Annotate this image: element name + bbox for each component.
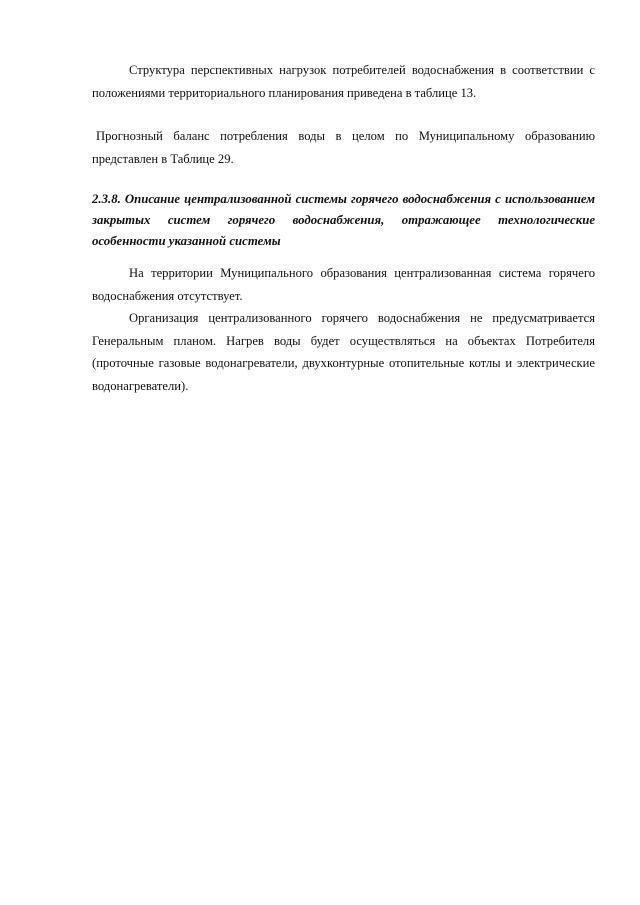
section-heading: 2.3.8. Описание централизованной системы горячего водоснабжения с использованием закрытых систем горячего водоснабжения, отражающее технологические особенности указанной системы bbox=[92, 192, 595, 248]
paragraph-organization: Организация централизованного горячего водоснабжения не предусматривается Генеральным планом. Нагрев воды будет осуществляться на объектах Потребителя (проточные газовые водонагреватели, двухконтурные отопительные котлы и электрические водонагреватели). bbox=[92, 311, 595, 393]
paragraph-territory: На территории Муниципального образования централизованная система горячего водоснабжения отсутствует. bbox=[92, 266, 595, 303]
paragraph-load-structure: Структура перспективных нагрузок потребителей водоснабжения в соответствии с положениями территориального планирования приведена в таблице 13. bbox=[92, 63, 595, 100]
paragraph-water-balance: Прогнозный баланс потребления воды в целом по Муниципальному образованию представлен в Таблице 29. bbox=[92, 129, 595, 166]
